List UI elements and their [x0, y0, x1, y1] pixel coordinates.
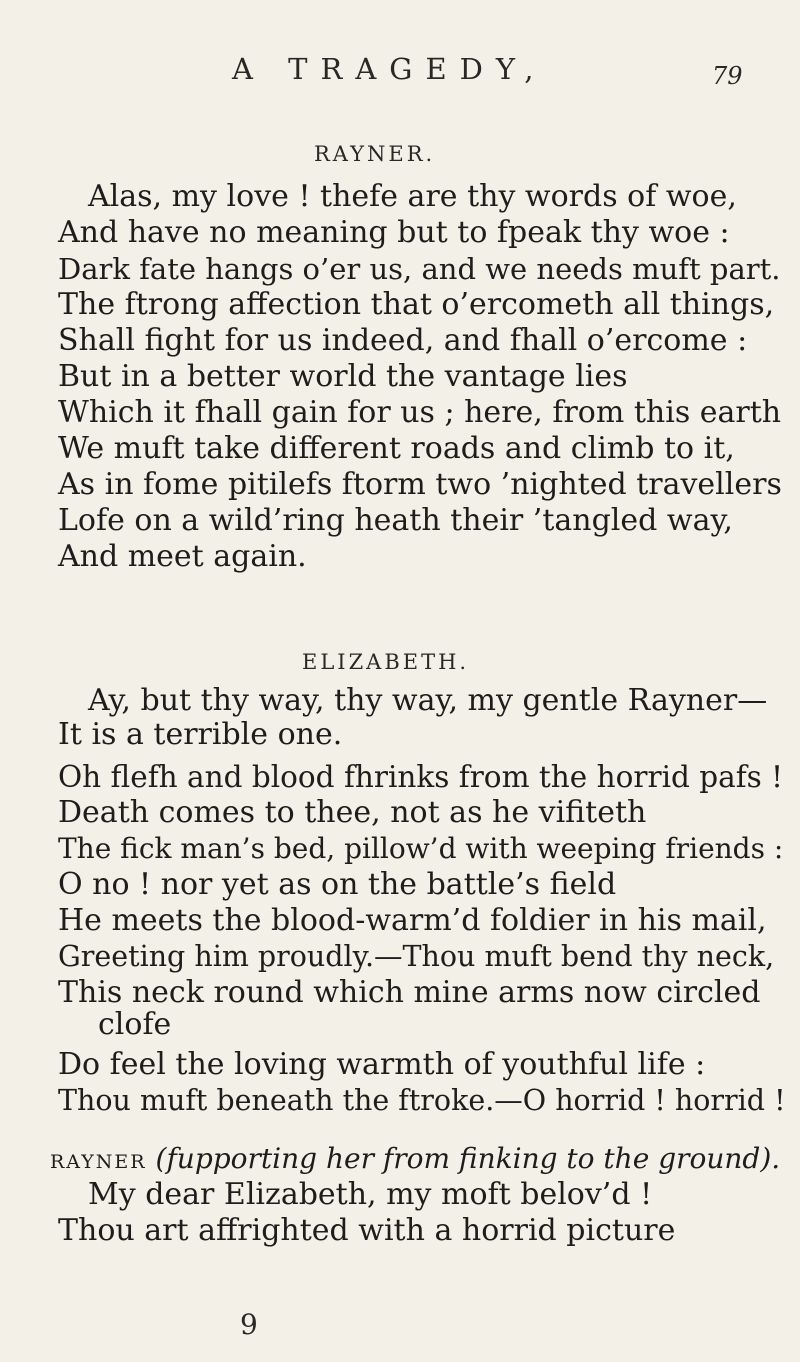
speaker-rayner: RAYNER. [314, 142, 436, 166]
verse-line: Which it fhall gain for us ; here, from this earth [58, 395, 782, 430]
verse-line: And have no meaning but to fpeak thy woe : [58, 215, 730, 250]
verse-line: Dark fate hangs o’er us, and we needs muft part. [58, 252, 781, 286]
stage-direction: (fupporting her from finking to the ground). [155, 1142, 781, 1175]
verse-line: It is a terrible one. [58, 717, 343, 752]
speaker-rayner: RAYNER [50, 1151, 147, 1173]
verse-line: This neck round which mine arms now circled [58, 975, 761, 1010]
verse-line: Do feel the loving warmth of youthful life : [58, 1047, 706, 1082]
verse-line: The fick man’s bed, pillow’d with weeping friends : [58, 832, 784, 865]
verse-line-turnover: clofe [98, 1007, 172, 1042]
verse-line: And meet again. [58, 539, 307, 574]
verse-line: He meets the blood-warm’d foldier in his mail, [58, 903, 767, 938]
verse-line: We muft take different roads and climb to it, [58, 431, 735, 466]
signature-mark: 9 [240, 1308, 258, 1341]
verse-line: The ftrong affection that o’ercometh all things, [58, 287, 775, 322]
verse-line: My dear Elizabeth, my moft belov’d ! [88, 1177, 653, 1212]
verse-line: Lofe on a wild’ring heath their ’tangled way, [58, 503, 733, 538]
verse-line: Oh flefh and blood fhrinks from the horrid pafs ! [58, 760, 784, 794]
verse-line: Thou muft beneath the ftroke.—O horrid ! horrid ! [58, 1084, 786, 1117]
verse-line: Greeting him proudly.—Thou muft bend thy neck, [58, 940, 775, 973]
speaker-elizabeth: ELIZABETH. [302, 650, 470, 674]
page-number: 79 [712, 62, 743, 90]
speaker-heading-with-stage-direction [50, 1142, 780, 1179]
verse-line: Alas, my love ! thefe are thy words of woe, [88, 179, 737, 214]
verse-line: As in fome pitilefs ftorm two ’nighted travellers [58, 467, 782, 502]
verse-line: O no ! nor yet as on the battle’s field [58, 867, 617, 902]
verse-line: Shall fight for us indeed, and fhall o’ercome : [58, 323, 748, 358]
verse-line: But in a better world the vantage lies [58, 359, 628, 394]
verse-line: Thou art affrighted with a horrid picture [58, 1213, 676, 1248]
verse-line: Ay, but thy way, thy way, my gentle Rayner— [88, 683, 768, 718]
running-title: A TRAGEDY, [232, 52, 547, 86]
verse-line: Death comes to thee, not as he vifiteth [58, 795, 647, 830]
